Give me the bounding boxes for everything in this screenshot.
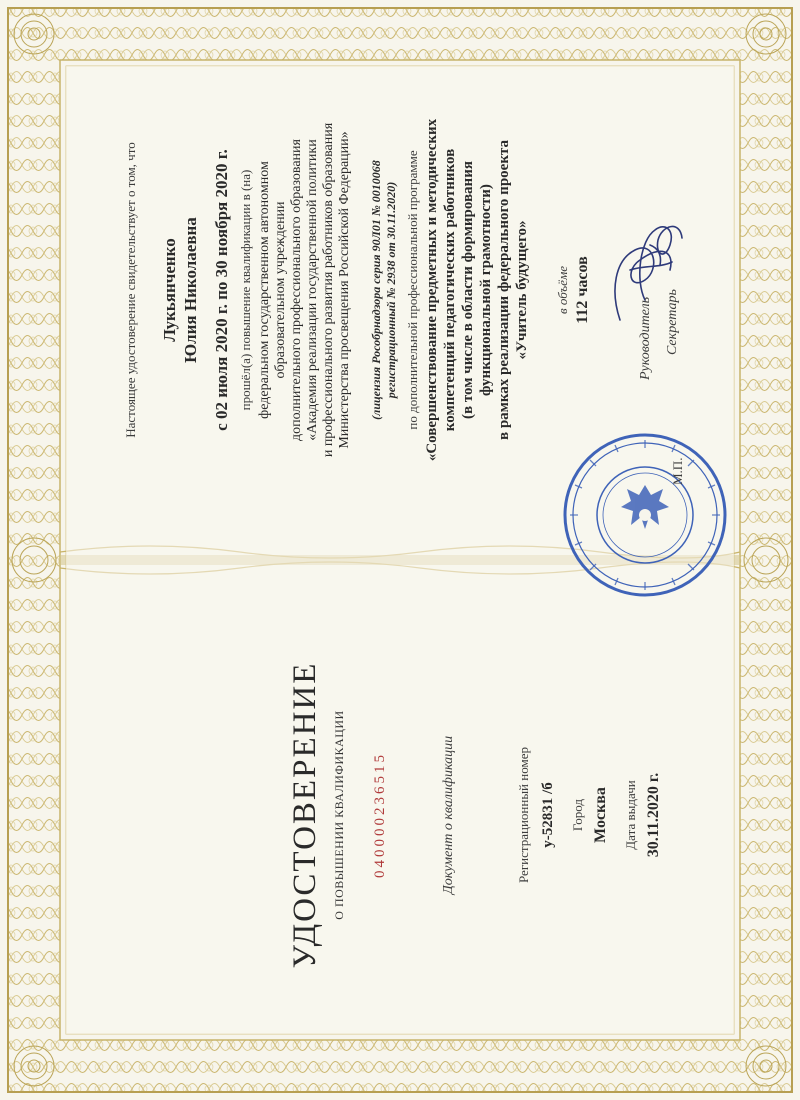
volume-value: 112 часов — [574, 256, 591, 324]
registration-label: Регистрационный номер — [516, 747, 531, 883]
org-line: и профессионального развития работников образования — [321, 122, 336, 458]
program-line: в рамках реализации федерального проекта — [496, 139, 512, 441]
seal-place-label: М.П. — [670, 457, 685, 485]
document-type: Документ о квалификации — [441, 735, 456, 895]
program-intro: по дополнительной профессиональной программе — [405, 150, 420, 430]
volume-label: в объёме — [555, 265, 570, 315]
program-line: компетенций педагогических работников — [442, 148, 458, 432]
city-label: Город — [570, 798, 585, 832]
org-line: федеральном государственном автономном — [257, 161, 272, 419]
license-line: регистрационный № 2938 от 30.11.2020) — [384, 181, 398, 399]
certificate-title: УДОСТОВЕРЕНИЕ — [287, 661, 323, 969]
intro-text: Настоящее удостоверение свидетельствует о том, что — [123, 142, 138, 438]
registration-value: у-52831 /б — [540, 782, 556, 848]
program-line: «Учитель будущего» — [514, 220, 530, 360]
org-line: «Академия реализации государственной политики — [305, 139, 320, 441]
license-line: (лицензия Рособрнадзора серия 90Л01 № 0010068 — [369, 160, 383, 420]
program-line: «Совершенствование предметных и методических — [424, 118, 440, 462]
city-value: Москва — [592, 787, 609, 843]
program-line: (в том числе в области формирования — [460, 161, 476, 419]
program-line: функциональной грамотности) — [478, 184, 494, 396]
certificate-number: 040000236515 — [372, 752, 388, 878]
org-line: Министерства просвещения Российской Федерации» — [337, 131, 352, 449]
date-value: 30.11.2020 г. — [645, 772, 662, 858]
certificate-subtitle: О ПОВЫШЕНИИ КВАЛИФИКАЦИИ — [332, 710, 346, 920]
training-period: с 02 июля 2020 г. по 30 ноября 2020 г. — [212, 149, 231, 431]
head-label: Руководитель — [638, 296, 653, 380]
recipient-surname: Лукьянченко — [160, 238, 179, 342]
org-line: образовательном учреждении — [273, 201, 288, 379]
date-label: Дата выдачи — [623, 780, 638, 850]
org-line: дополнительного профессионального образования — [289, 139, 304, 441]
secretary-label: Секретарь — [665, 289, 680, 355]
recipient-name: Юлия Николаевна — [181, 217, 200, 363]
passed-text: прошёл(а) повышение квалификации в (на) — [238, 169, 253, 411]
